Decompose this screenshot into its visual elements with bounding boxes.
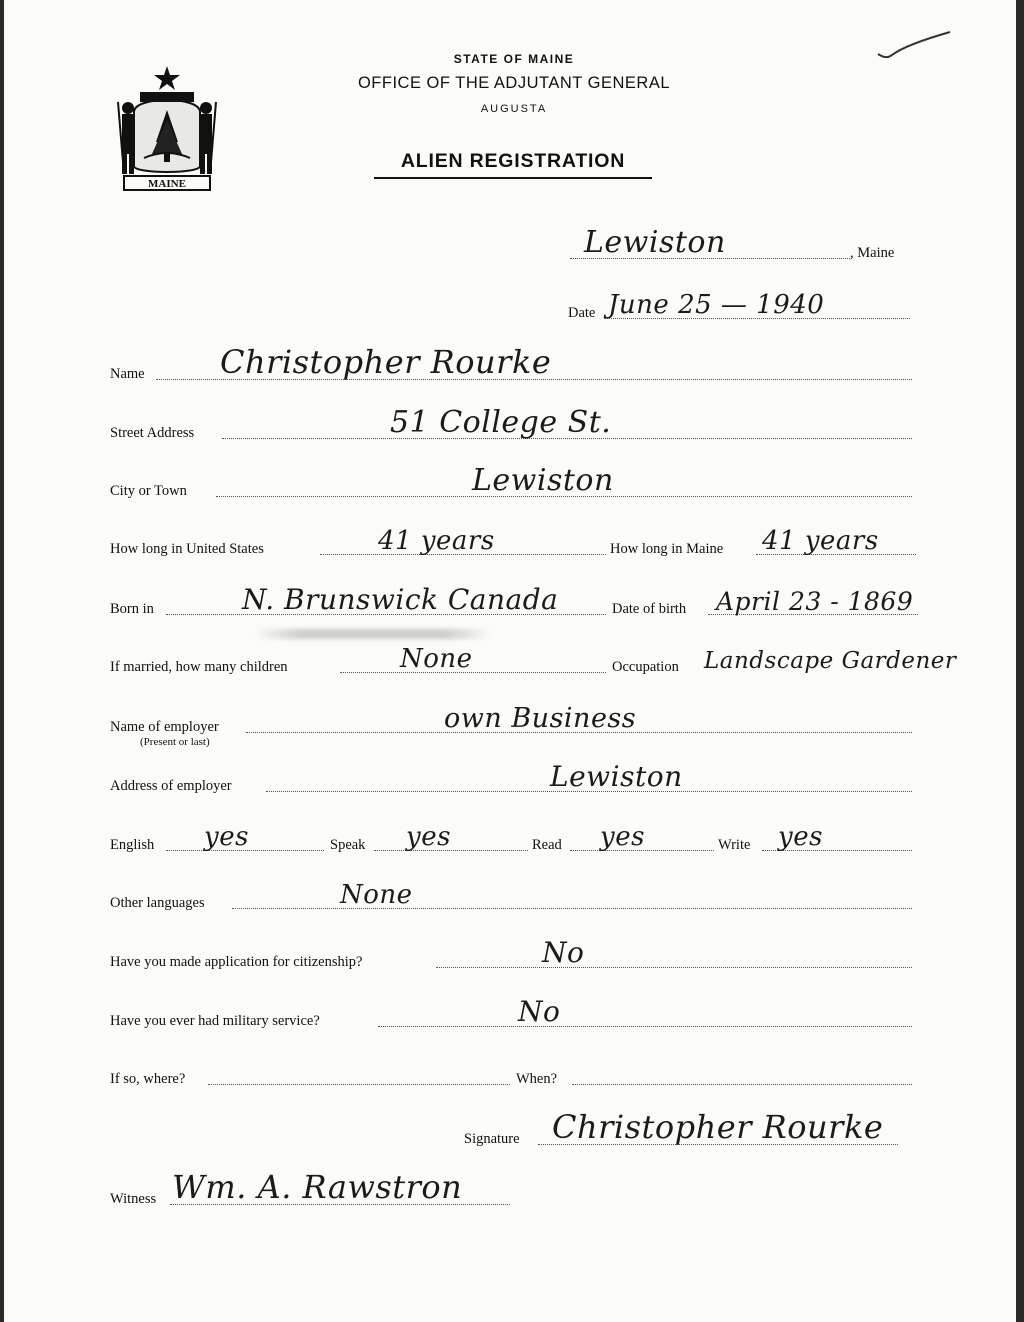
children-occupation-row bbox=[110, 644, 957, 676]
birth-row bbox=[110, 583, 920, 618]
other-languages-value: None bbox=[340, 880, 413, 910]
witness-value: Wm. A. Rawstron bbox=[172, 1168, 463, 1206]
street-address-label: Street Address bbox=[110, 425, 195, 441]
where-when-row bbox=[110, 1068, 912, 1088]
town-suffix: , Maine bbox=[850, 245, 895, 261]
citizenship-label: Have you made application for citizenship? bbox=[110, 954, 363, 970]
witness-label: Witness bbox=[110, 1191, 157, 1207]
check-mark-icon bbox=[874, 28, 954, 62]
date-of-birth-value: April 23 - 1869 bbox=[716, 587, 914, 616]
how-long-us-value: 41 years bbox=[378, 526, 495, 556]
other-languages-label: Other languages bbox=[110, 895, 205, 911]
employer-address-value: Lewiston bbox=[550, 760, 683, 793]
state-heading: STATE OF MAINE bbox=[453, 52, 575, 66]
street-address-row bbox=[110, 405, 912, 442]
town-value: Lewiston bbox=[584, 225, 726, 260]
date-label: Date bbox=[568, 305, 596, 321]
town-row bbox=[564, 225, 924, 262]
write-label: Write bbox=[718, 837, 751, 853]
speak-value: yes bbox=[406, 822, 451, 852]
english-label: English bbox=[110, 837, 155, 853]
born-in-label: Born in bbox=[110, 601, 154, 617]
born-in-value: N. Brunswick Canada bbox=[242, 583, 559, 616]
date-value: June 25 — 1940 bbox=[608, 290, 825, 320]
employer-sub-label: (Present or last) bbox=[140, 736, 210, 748]
date-row bbox=[568, 290, 913, 322]
employer-value: own Business bbox=[444, 703, 637, 734]
maine-state-seal-icon bbox=[114, 62, 220, 194]
citizenship-row bbox=[110, 936, 912, 971]
military-row bbox=[110, 995, 912, 1030]
city-row bbox=[110, 463, 912, 500]
city-label: City or Town bbox=[110, 483, 187, 499]
employer-row bbox=[110, 703, 912, 736]
english-row bbox=[110, 822, 912, 854]
when-label: When? bbox=[516, 1071, 558, 1087]
signature-value: Christopher Rourke bbox=[552, 1108, 884, 1146]
speak-label: Speak bbox=[330, 837, 366, 853]
how-long-maine-value: 41 years bbox=[762, 526, 879, 556]
city-heading: AUGUSTA bbox=[480, 103, 548, 115]
occupation-value: Landscape Gardener bbox=[704, 648, 957, 674]
occupation-label: Occupation bbox=[612, 659, 679, 675]
military-value: No bbox=[518, 995, 561, 1028]
children-value: None bbox=[400, 644, 473, 674]
write-value: yes bbox=[778, 822, 823, 852]
witness-row bbox=[110, 1168, 530, 1208]
name-value: Christopher Rourke bbox=[220, 343, 552, 381]
name-label: Name bbox=[110, 366, 145, 382]
children-label: If married, how many children bbox=[110, 659, 288, 675]
employer-label: Name of employer bbox=[110, 719, 219, 735]
citizenship-value: No bbox=[542, 936, 585, 969]
document-page bbox=[4, 0, 1016, 1322]
employer-address-label: Address of employer bbox=[110, 778, 232, 794]
how-long-maine-label: How long in Maine bbox=[610, 541, 724, 557]
residence-duration-row bbox=[110, 526, 916, 558]
read-value: yes bbox=[600, 822, 645, 852]
name-row bbox=[110, 343, 912, 383]
street-address-value: 51 College St. bbox=[390, 405, 612, 440]
military-label: Have you ever had military service? bbox=[110, 1013, 320, 1029]
how-long-us-label: How long in United States bbox=[110, 541, 264, 557]
english-value: yes bbox=[204, 822, 249, 852]
employer-address-row bbox=[110, 760, 912, 795]
office-heading: OFFICE OF THE ADJUTANT GENERAL bbox=[357, 74, 671, 92]
city-value: Lewiston bbox=[472, 463, 614, 498]
signature-row bbox=[464, 1108, 934, 1148]
signature-label: Signature bbox=[464, 1131, 520, 1147]
seal-label: MAINE bbox=[148, 178, 186, 190]
form-title: ALIEN REGISTRATION bbox=[374, 150, 652, 179]
where-label: If so, where? bbox=[110, 1071, 186, 1087]
date-of-birth-label: Date of birth bbox=[612, 601, 687, 617]
other-languages-row bbox=[110, 880, 912, 912]
read-label: Read bbox=[532, 837, 562, 853]
